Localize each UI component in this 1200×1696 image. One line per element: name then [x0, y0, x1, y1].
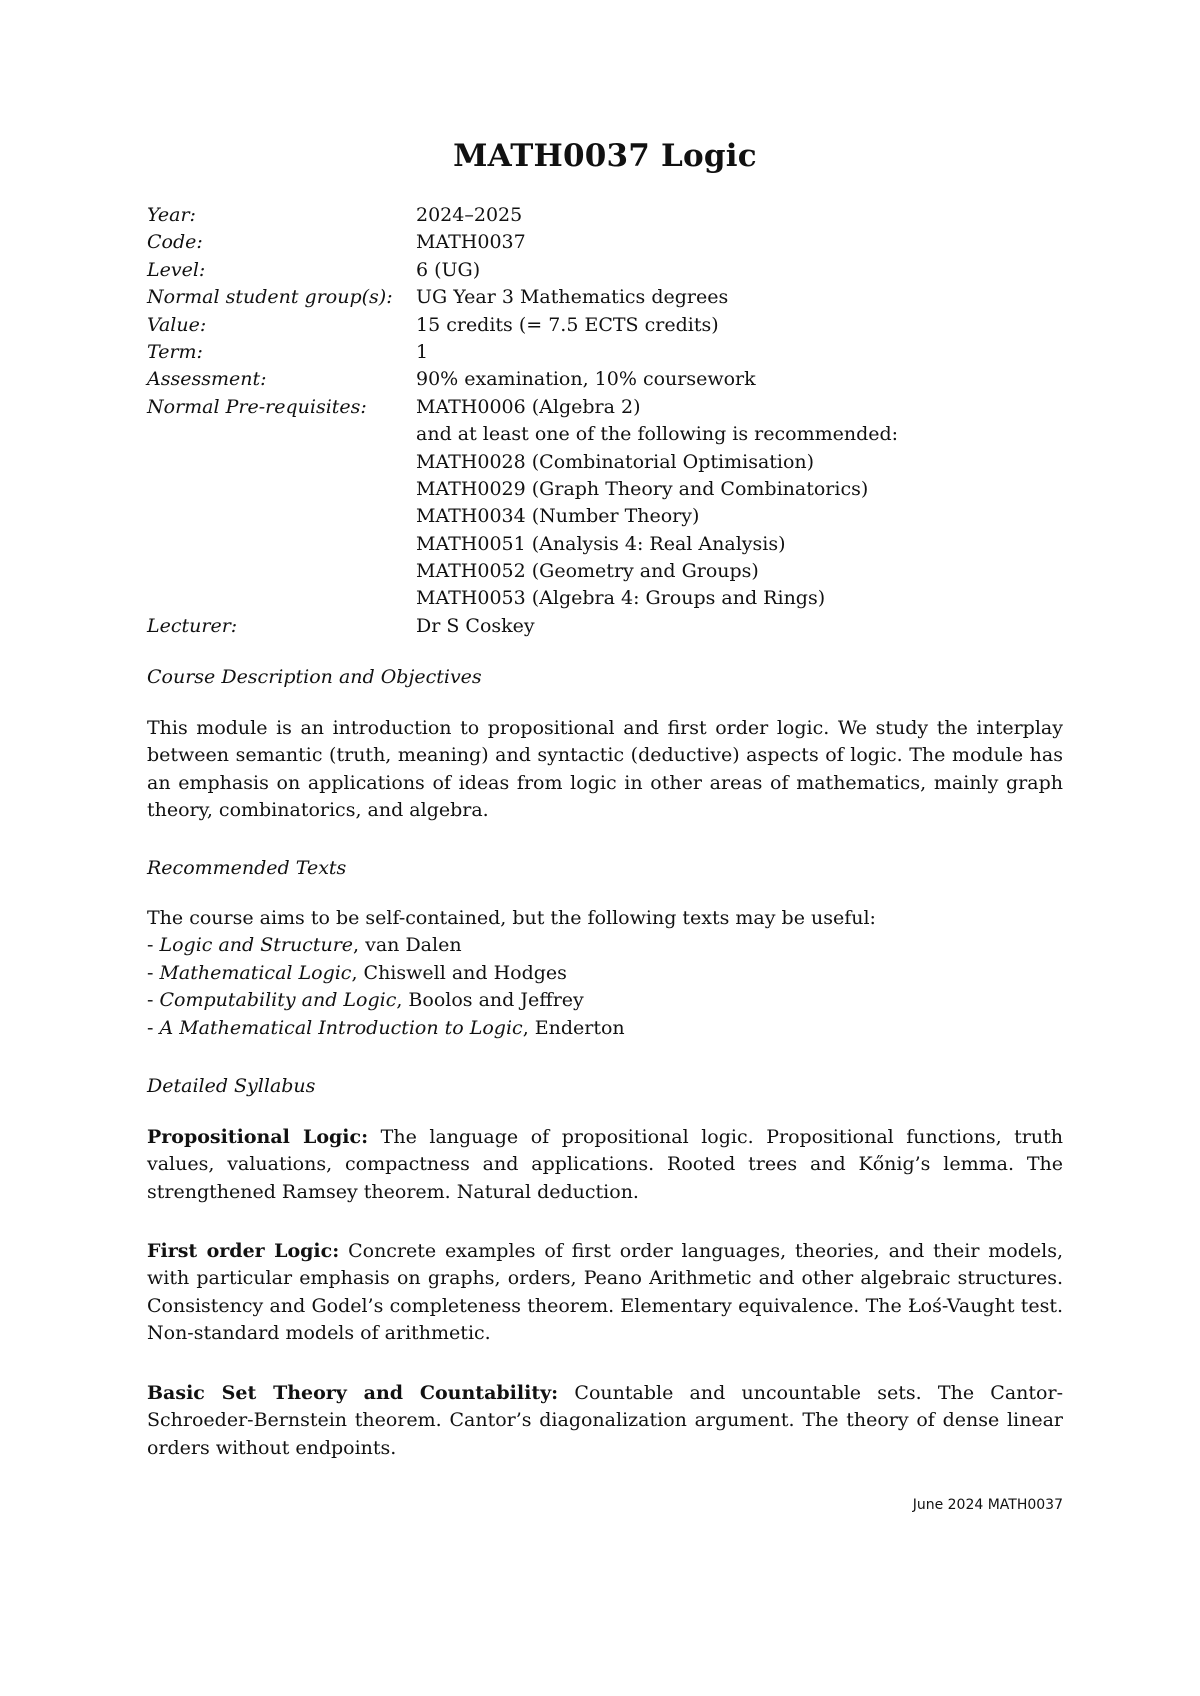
info-label: Level: [147, 258, 206, 281]
info-value: 6 (UG) [416, 258, 481, 281]
info-label: Year: [147, 204, 196, 226]
info-row-value [147, 312, 1063, 339]
info-label: Normal student group(s): [147, 286, 393, 309]
info-row-code [147, 229, 1063, 256]
info-row-term [147, 339, 1063, 366]
info-value: 15 credits (= 7.5 ECTS credits) [416, 313, 719, 336]
texts-heading: Recommended Texts [147, 857, 347, 879]
syllabus-topic-first-order [147, 1238, 1063, 1348]
list-bullet: - [147, 934, 160, 957]
module-info-table [147, 202, 1063, 640]
info-row-level [147, 257, 1063, 284]
list-bullet: - [147, 1016, 160, 1039]
book-author: , Boolos and Jeffrey [396, 989, 584, 1012]
page-footer: June 2024 MATH0037 [912, 1497, 1063, 1513]
info-value: 1 [416, 340, 429, 363]
info-label: Assessment: [147, 368, 267, 391]
prerequisite-item: MATH0052 (Geometry and Groups) [416, 560, 759, 583]
info-row-student-group [147, 284, 1063, 311]
book-title: A Mathematical Introduction to Logic [159, 1016, 523, 1039]
topic-text: Concrete examples of first order languages, theories, and their models, with particular emphasis on graphs, orders, Peano Arithmetic and other algebraic structures. Consistency and Godel’s completeness theorem. Elementary equivalence. The Łoś-Vaught test. Non-standard models of arithmetic. [147, 1240, 1064, 1345]
list-bullet: - [147, 989, 160, 1012]
book-author: , Chiswell and Hodges [351, 961, 567, 984]
description-heading: Course Description and Objectives [147, 666, 482, 688]
prerequisite-item: MATH0028 (Combinatorial Optimisation) [416, 450, 815, 473]
info-label: Normal Pre-requisites: [147, 395, 367, 418]
prerequisite-item: MATH0034 (Number Theory) [416, 505, 700, 528]
recommended-texts-list [147, 905, 1063, 1042]
texts-intro: The course aims to be self-contained, but the following texts may be useful: [147, 907, 876, 929]
topic-text: Countable and uncountable sets. The Cantor-Schroeder-Bernstein theorem. Cantor’s diagonalization argument. The theory of dense linear orders without endpoints. [147, 1382, 1063, 1459]
description-paragraph: This module is an introduction to propositional and first order logic. We study the interplay between semantic (truth, meaning) and syntactic (deductive) aspects of logic. The module has an emphasis on applications of ideas from logic in other areas of mathematics, mainly graph theory, combinatorics, and algebra. [147, 717, 1063, 822]
info-label: Code: [147, 231, 203, 254]
book-title: Mathematical Logic [159, 961, 352, 984]
topic-text: The language of propositional logic. Propositional functions, truth values, valuations, compactness and applications. Rooted trees and Kőnig’s lemma. The strengthened Ramsey theorem. Natural deduction. [147, 1126, 1063, 1203]
syllabus-topic-set-theory [147, 1380, 1063, 1462]
syllabus-topic-propositional [147, 1124, 1063, 1206]
prerequisite-item: MATH0006 (Algebra 2) [416, 395, 641, 418]
list-item [147, 960, 1063, 987]
info-row-prerequisites [147, 394, 1063, 613]
prerequisite-item: MATH0053 (Algebra 4: Groups and Rings) [416, 587, 826, 610]
info-value: Dr S Coskey [416, 614, 535, 637]
topic-name: First order Logic: [147, 1240, 340, 1262]
list-item [147, 987, 1063, 1014]
book-author: , van Dalen [353, 934, 462, 957]
page-title: MATH0037 Logic [453, 138, 757, 174]
info-value: 2024–2025 [416, 204, 523, 226]
list-bullet: - [147, 961, 160, 984]
info-value: UG Year 3 Mathematics degrees [416, 286, 729, 309]
prerequisite-item: and at least one of the following is recommended: [416, 423, 899, 446]
info-value: MATH0037 [416, 231, 526, 254]
info-row-year [147, 202, 1063, 229]
info-row-lecturer [147, 613, 1063, 640]
info-label: Value: [147, 313, 207, 336]
list-item [147, 1015, 1063, 1042]
prerequisite-list [416, 394, 1063, 613]
topic-name: Basic Set Theory and Countability: [147, 1382, 559, 1404]
document-page [147, 0, 1063, 1696]
info-label: Lecturer: [147, 614, 238, 637]
info-value: 90% examination, 10% coursework [416, 368, 756, 391]
book-author: , Enderton [522, 1016, 625, 1039]
prerequisite-item: MATH0051 (Analysis 4: Real Analysis) [416, 532, 786, 555]
syllabus-heading: Detailed Syllabus [147, 1075, 316, 1097]
info-label: Term: [147, 340, 203, 363]
topic-name: Propositional Logic: [147, 1126, 369, 1148]
book-title: Logic and Structure [159, 934, 354, 957]
prerequisite-item: MATH0029 (Graph Theory and Combinatorics) [416, 477, 869, 500]
info-row-assessment [147, 366, 1063, 393]
list-item [147, 932, 1063, 959]
book-title: Computability and Logic [159, 989, 397, 1012]
